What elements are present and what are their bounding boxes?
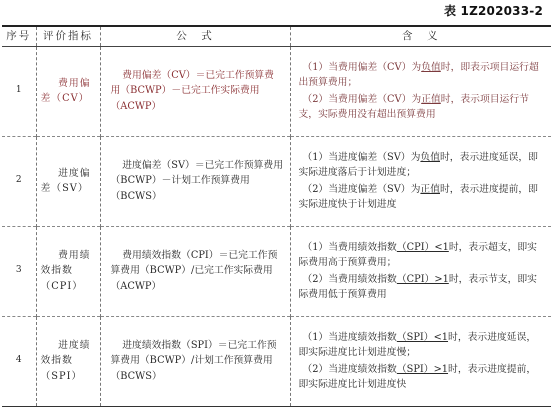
formula-text: 进度绩效指数（SPI）＝已完工作预算费用（BCWP）/计划工作预算费用（BCWS） bbox=[110, 340, 277, 382]
row-number: 4 bbox=[2, 316, 36, 406]
meaning-text: （2）当进度绩效指数 bbox=[302, 363, 397, 375]
header-no: 序号 bbox=[2, 26, 36, 46]
meaning-line bbox=[299, 272, 546, 302]
meaning-text: （1）当费用绩效指数 bbox=[302, 242, 397, 254]
row-number: 3 bbox=[2, 226, 36, 316]
meaning-text: 时，即表示项目运行超出预算费用； bbox=[298, 62, 539, 89]
meaning-highlight: 负值 bbox=[420, 152, 440, 164]
meaning-text: 时，表示项目运行节支，实际费用没有超出预算费用 bbox=[298, 93, 529, 120]
meaning-line bbox=[299, 362, 546, 392]
metric-cell bbox=[36, 136, 100, 226]
meaning-line bbox=[299, 330, 546, 360]
meaning-text: （2）当费用绩效指数 bbox=[302, 273, 397, 285]
metric-name: 进度偏差（SV） bbox=[40, 167, 91, 194]
meaning-highlight: 正值 bbox=[420, 183, 440, 195]
metric-name: 进度绩效指数（SPI） bbox=[40, 340, 91, 382]
formula-text: 费用绩效指数（CPI）＝已完工作预算费用（BCWP）/已完工作实际费用（ACWP） bbox=[110, 250, 278, 292]
meaning-text: （1）当进度绩效指数 bbox=[302, 332, 397, 344]
meaning-line bbox=[299, 240, 546, 270]
meaning-text: 时，表示进度提前，即实际进度快于计划进度 bbox=[298, 183, 538, 210]
table-row bbox=[2, 46, 551, 136]
meaning-cell bbox=[290, 136, 551, 226]
meaning-highlight: （CPI）<1 bbox=[396, 242, 449, 254]
meaning-text: （2）当费用偏差（CV）为 bbox=[302, 93, 422, 105]
meaning-text: （1）当进度偏差（SV）为 bbox=[302, 152, 421, 164]
metric-cell bbox=[36, 316, 100, 406]
meaning-line bbox=[299, 150, 546, 180]
meaning-text: 时，表示进度延误，即实际进度落后于计划进度； bbox=[298, 152, 538, 179]
formula-cell bbox=[100, 226, 290, 316]
table-title: 表 1Z202033-2 bbox=[443, 4, 543, 18]
metric-name: 费用偏差（CV） bbox=[40, 77, 91, 104]
metric-name: 费用绩效指数（CPI） bbox=[40, 250, 91, 292]
meaning-line bbox=[299, 60, 546, 90]
meaning-line bbox=[299, 92, 546, 122]
table-header-row bbox=[2, 26, 551, 46]
formula-text: 进度偏差（SV）＝已完工作预算费用（BCWP）－计划工作预算费用（BCWS） bbox=[110, 160, 283, 202]
formula-cell bbox=[100, 46, 290, 136]
formula-text: 费用偏差（CV）＝已完工作预算费用（BCWP）－已完工作实际费用（ACWP） bbox=[110, 70, 274, 112]
meaning-cell bbox=[290, 46, 551, 136]
meaning-highlight: （CPI）>1 bbox=[396, 273, 449, 285]
meaning-highlight: （SPI）<1 bbox=[396, 332, 449, 344]
header-meaning: 含 义 bbox=[290, 26, 551, 46]
meaning-highlight: 负值 bbox=[421, 62, 441, 74]
formula-cell bbox=[100, 136, 290, 226]
header-formula: 公 式 bbox=[100, 26, 290, 46]
meaning-line bbox=[299, 182, 546, 212]
meaning-text: 时，表示进度提前，即实际进度比计划进度快 bbox=[298, 363, 537, 390]
meaning-cell bbox=[290, 226, 551, 316]
meaning-text: （1）当费用偏差（CV）为 bbox=[302, 62, 422, 74]
evaluation-index-table bbox=[2, 25, 551, 407]
meaning-cell bbox=[290, 316, 551, 406]
meaning-text: （2）当进度偏差（SV）为 bbox=[302, 183, 421, 195]
row-number: 1 bbox=[15, 85, 22, 96]
meaning-text: 时，表示进度延误，即实际进度比计划进度慢； bbox=[298, 332, 537, 359]
meaning-highlight: 正值 bbox=[421, 93, 441, 105]
meaning-text: 时，表示节支，即实际费用低于预算费用 bbox=[298, 273, 537, 300]
metric-cell bbox=[36, 46, 100, 136]
metric-cell bbox=[36, 226, 100, 316]
row-number: 2 bbox=[2, 136, 36, 226]
meaning-text: 时，表示超支，即实际费用高于预算费用； bbox=[298, 242, 537, 269]
table-row bbox=[2, 316, 551, 406]
header-metric: 评价指标 bbox=[36, 26, 100, 46]
table-row bbox=[2, 136, 551, 226]
formula-cell bbox=[100, 316, 290, 406]
meaning-highlight: （SPI）>1 bbox=[396, 363, 449, 375]
table-row bbox=[2, 226, 551, 316]
